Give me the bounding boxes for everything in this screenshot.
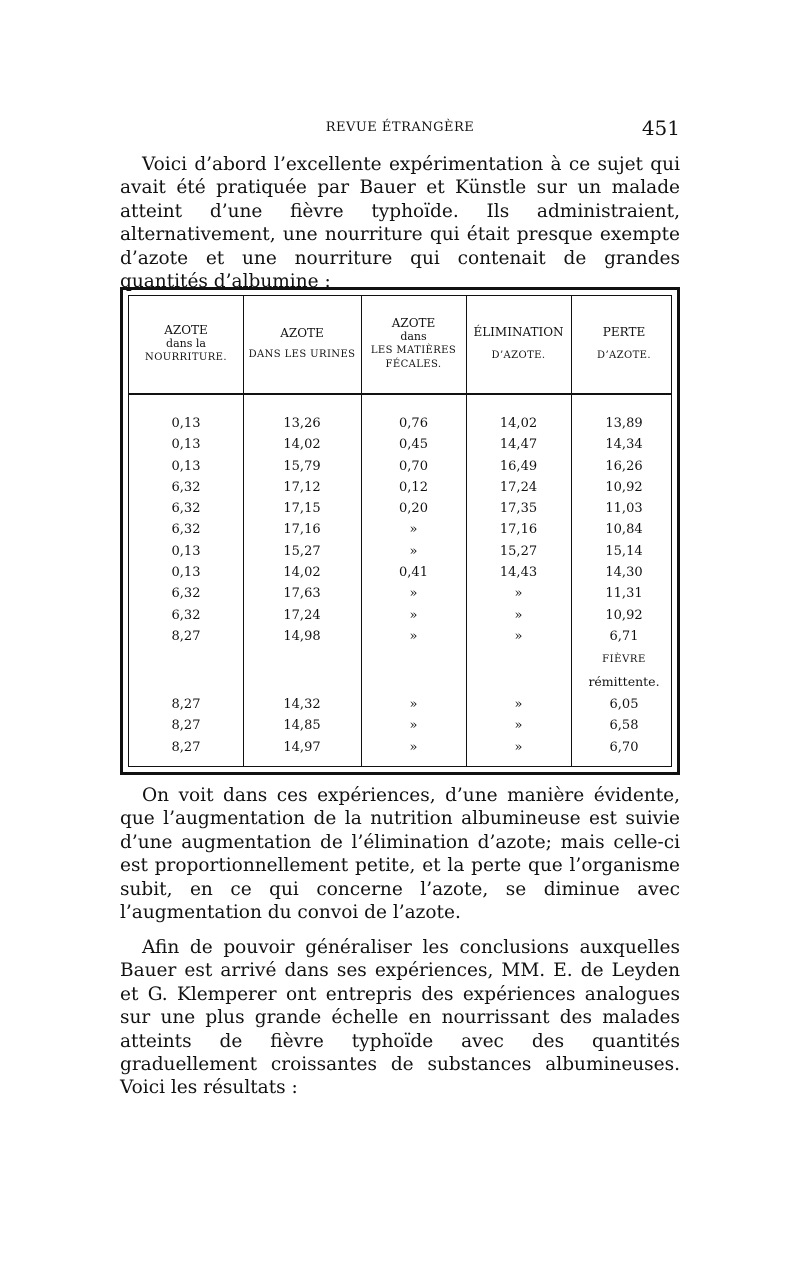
column-nitrogen-feces: [361, 413, 466, 647]
header-line: D’AZOTE.: [491, 350, 546, 361]
table-cell: 6,58: [609, 718, 639, 734]
page-number: 451: [641, 116, 680, 140]
header-line: ÉLIMINATION: [473, 325, 564, 339]
header-line: AZOTE: [164, 323, 208, 337]
table-cell: »: [409, 522, 418, 538]
table-inner-frame: [128, 295, 672, 767]
table-cell: »: [409, 586, 418, 602]
table-cell: 0,41: [399, 565, 428, 581]
table-cell: 17,35: [499, 501, 538, 517]
table-cell: »: [409, 543, 418, 559]
table-cell: 0,13: [171, 565, 201, 581]
table-cell: 10,84: [605, 522, 643, 538]
table-cell: 0,20: [399, 501, 428, 517]
table-cell: 8,27: [171, 739, 201, 755]
header-rule: [129, 393, 671, 395]
table-cell: »: [514, 697, 523, 712]
paragraph-conclusion: On voit dans ces expériences, d’une manière évidente, que l’augmentation de la nutrition albumineuse est suivie d’une augmentation de l’élimination d’azote; mais celle-ci est proportionnellement petite, et la perte que l’organisme subit, en ce qui concerne l’azote, se diminue avec l’augmentation du convoi de l’azote.: [120, 785, 680, 924]
table-cell: 0,45: [399, 437, 428, 453]
table-cell: »: [514, 607, 523, 623]
header-line: FÉCALES.: [385, 359, 442, 370]
table-cell: 6,32: [171, 479, 201, 495]
table-cell: 11,31: [605, 586, 643, 602]
table-cell: 6,32: [171, 522, 201, 538]
header-nitrogen-feces: [361, 296, 466, 392]
table-cell: »: [514, 628, 523, 644]
table-cell: »: [409, 739, 418, 755]
note-remittente: rémittente.: [588, 674, 660, 689]
note-fievre: FIÈVRE: [602, 654, 646, 665]
table-cell: 14,02: [499, 416, 538, 431]
table-cell: 10,92: [605, 607, 643, 623]
table-cell: 17,24: [283, 607, 321, 623]
table-cell: 16,26: [605, 458, 643, 474]
header-nitrogen-urine: [243, 296, 361, 392]
table-cell: 15,27: [283, 543, 321, 559]
table-cell: 16,49: [499, 458, 538, 474]
table-cell: 17,63: [283, 586, 321, 602]
table-cell: 0,13: [171, 416, 201, 431]
table-cell: 17,16: [499, 522, 538, 538]
table-cell: »: [409, 718, 418, 734]
table-cell: 11,03: [605, 501, 643, 517]
column-nitrogen-urine: [243, 413, 361, 647]
table-cell: 8,27: [171, 628, 201, 644]
table-cell: 0,13: [171, 437, 201, 453]
header-line: AZOTE: [391, 316, 436, 330]
table-cell: 14,30: [605, 565, 643, 581]
table-cell: 17,12: [283, 479, 321, 495]
running-header: [120, 118, 680, 140]
table-cell: 14,32: [283, 697, 321, 712]
header-line: NOURRITURE.: [145, 352, 227, 363]
results-table: [120, 287, 680, 775]
table-cell: 6,32: [171, 607, 201, 623]
table-cell: 14,02: [283, 437, 321, 453]
table-cell: 15,27: [499, 543, 538, 559]
tail-loss: [571, 694, 677, 758]
table-cell: 17,15: [283, 501, 321, 517]
column-nitrogen-food: [129, 413, 243, 647]
table-cell: 6,32: [171, 501, 201, 517]
table-cell: 0,13: [171, 458, 201, 474]
paragraph-intro: Voici d’abord l’excellente expérimentation à ce sujet qui avait été pratiquée par Bauer et Künstle sur un malade atteint d’une fièvre typhoïde. Ils administraient, alternativement, une nourriture qui était presque exempte d’azote et une nourriture qui contenait de grandes quantités d’albumine :: [120, 154, 680, 293]
table-cell: 6,71: [609, 628, 639, 644]
column-elimination: [466, 413, 571, 647]
column-loss: [571, 413, 677, 647]
table-cell: 15,79: [283, 458, 321, 474]
table-cell: 0,76: [399, 416, 428, 431]
header-line: DANS LES URINES: [248, 349, 356, 360]
header-line: LES MATIÈRES: [370, 345, 457, 356]
table-cell: 17,24: [499, 479, 538, 495]
header-line: D’AZOTE.: [597, 350, 651, 361]
table-cell: 14,34: [605, 437, 643, 453]
header-loss: [571, 296, 677, 392]
table-cell: »: [514, 718, 523, 734]
table-cell: »: [409, 697, 418, 712]
table-cell: »: [409, 607, 418, 623]
table-cell: 8,27: [171, 697, 201, 712]
tail-elimination: [466, 694, 571, 758]
table-cell: 13,26: [283, 416, 321, 431]
table-cell: »: [514, 586, 523, 602]
table-cell: 0,13: [171, 543, 201, 559]
table-cell: 0,12: [399, 479, 428, 495]
table-cell: »: [409, 628, 418, 644]
tail-nitrogen-urine: [243, 694, 361, 758]
table-cell: 17,16: [283, 522, 321, 538]
table-cell: 10,92: [605, 479, 643, 495]
table-cell: 0,70: [399, 458, 428, 474]
table-cell: 15,14: [605, 543, 643, 559]
table-cell: 6,32: [171, 586, 201, 602]
table-cell: 14,98: [283, 628, 321, 644]
table-cell: 13,89: [605, 416, 643, 431]
running-title: REVUE ÉTRANGÈRE: [325, 120, 475, 135]
header-elimination: [466, 296, 571, 392]
header-line: dans la: [166, 337, 206, 350]
tail-nitrogen-feces: [361, 694, 466, 758]
table-cell: 14,85: [283, 718, 321, 734]
header-line: PERTE: [602, 325, 646, 339]
table-cell: 14,97: [283, 739, 321, 755]
table-cell: 14,02: [283, 565, 321, 581]
paragraph-leyden: Afin de pouvoir généraliser les conclusions auxquelles Bauer est arrivé dans ses expériences, MM. E. de Leyden et G. Klemperer ont entrepris des expériences analogues sur une plus grande échelle en nourrissant des malades atteints de fièvre typhoïde avec des quantités graduellement croissantes de substances albumineuses. Voici les résultats :: [120, 937, 680, 1099]
header-line: AZOTE: [280, 326, 324, 340]
table-cell: 8,27: [171, 718, 201, 734]
table-cell: 6,05: [609, 697, 639, 712]
table-cell: 6,70: [609, 739, 639, 755]
header-line: dans: [400, 330, 427, 343]
tail-nitrogen-food: [129, 694, 243, 758]
table-cell: 14,47: [499, 437, 538, 453]
table-cell: »: [514, 739, 523, 755]
table-cell: 14,43: [499, 565, 538, 581]
header-nitrogen-food: [129, 296, 243, 392]
